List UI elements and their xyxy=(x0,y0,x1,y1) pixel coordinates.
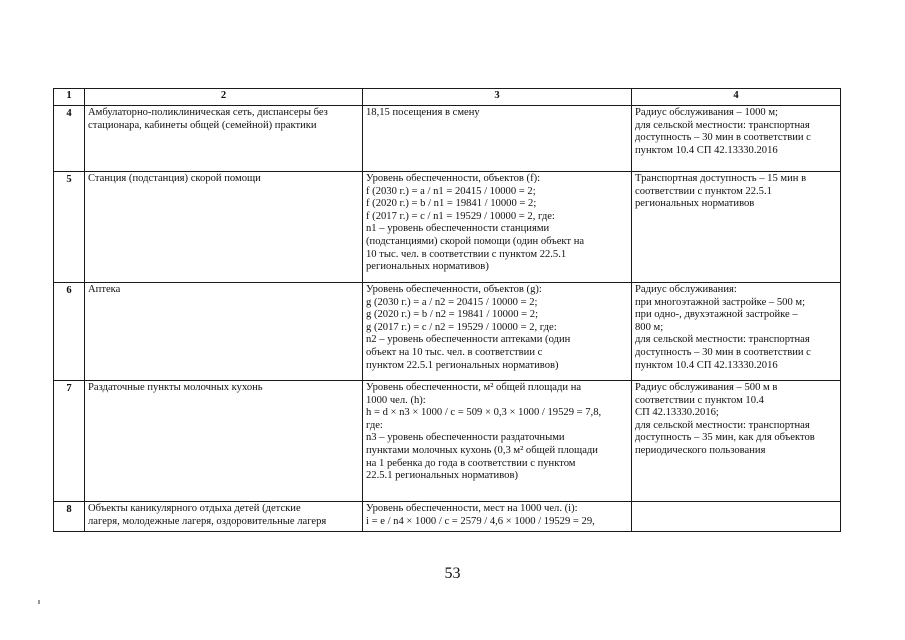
cell-text-line: n3 – уровень обеспеченности раздаточными xyxy=(366,432,565,444)
table-row xyxy=(54,502,841,532)
cell-text-line: региональных нормативов) xyxy=(366,261,489,273)
cell-text-line: Объекты каникулярного отдыха детей (детские xyxy=(88,503,301,514)
cell-text-line: g (2030 г.) = a / n2 = 20415 / 10000 = 2; xyxy=(366,296,538,308)
provision-level-cell xyxy=(363,172,632,283)
cell-text-line: 18,15 посещения в смену xyxy=(366,107,480,118)
cell-text-line: для сельской местности: транспортная xyxy=(635,419,810,431)
scan-speck xyxy=(38,600,40,604)
accessibility-cell xyxy=(632,172,841,283)
cell-text-line: при одно-, двухэтажной застройке – xyxy=(635,309,798,321)
cell-text-line: Уровень обеспеченности, мест на 1000 чел. (i): xyxy=(366,503,578,514)
cell-text-line: доступность – 30 мин в соответствии с xyxy=(635,346,811,358)
cell-text-line: Транспортная доступность – 15 мин в xyxy=(635,173,807,184)
header-col-4: 4 xyxy=(632,89,841,106)
cell-text-line: h = d × n3 × 1000 / c = 509 × 0,3 × 1000 / 19529 = 7,8, xyxy=(366,407,602,419)
cell-text-line: Амбулаторно-поликлиническая сеть, диспансеры без xyxy=(88,107,328,118)
row-number: 5 xyxy=(54,172,85,283)
cell-text-line: Уровень обеспеченности, объектов (g): xyxy=(366,284,542,295)
accessibility-cell xyxy=(632,106,841,172)
cell-text-line: СП 42.13330.2016; xyxy=(635,407,719,419)
cell-text-line: n2 – уровень обеспеченности аптеками (один xyxy=(366,334,571,346)
table-row xyxy=(54,172,841,283)
cell-text-line: Уровень обеспеченности, м² общей площади на xyxy=(366,382,582,393)
provision-level-cell xyxy=(363,381,632,502)
header-col-2: 2 xyxy=(85,89,363,106)
cell-text-line: пунктом 10.4 СП 42.13330.2016 xyxy=(635,359,778,371)
cell-text-line: соответствии с пунктом 10.4 xyxy=(635,394,764,406)
table-row xyxy=(54,381,841,502)
object-name-cell xyxy=(85,283,363,381)
page-number: 53 xyxy=(444,565,461,582)
cell-text-line: стационара, кабинеты общей (семейной) практики xyxy=(88,119,317,131)
cell-text-line: на 1 ребенка до года в соответствии с пунктом xyxy=(366,457,576,469)
cell-text-line: f (2030 г.) = a / n1 = 20415 / 10000 = 2; xyxy=(366,185,536,197)
cell-text-line: при многоэтажной застройке – 500 м; xyxy=(635,296,806,308)
cell-text-line: объект на 10 тыс. чел. в соответствии с xyxy=(366,346,543,358)
provision-level-cell xyxy=(363,502,632,532)
row-number: 7 xyxy=(54,381,85,502)
cell-text-line: доступность – 35 мин, как для объектов xyxy=(635,432,815,444)
object-name-cell xyxy=(85,172,363,283)
cell-text-line: доступность – 30 мин в соответствии с xyxy=(635,132,811,144)
table-row xyxy=(54,283,841,381)
accessibility-cell xyxy=(632,283,841,381)
header-row xyxy=(54,89,841,106)
cell-text-line: 10 тыс. чел. в соответствии с пунктом 22.5.1 xyxy=(366,248,567,260)
cell-text-line: для сельской местности: транспортная xyxy=(635,119,810,131)
cell-text-line: пунктом 22.5.1 региональных нормативов) xyxy=(366,359,559,371)
cell-text-line: где: xyxy=(366,419,383,431)
cell-text-line: периодического пользования xyxy=(635,444,766,456)
cell-text-line: g (2020 г.) = b / n2 = 19841 / 10000 = 2; xyxy=(366,309,539,321)
object-name-cell xyxy=(85,381,363,502)
cell-text-line: Аптека xyxy=(88,284,121,295)
cell-text-line: 22.5.1 региональных нормативов) xyxy=(366,470,518,482)
cell-text-line: Радиус обслуживания – 1000 м; xyxy=(635,107,778,118)
cell-text-line: f (2017 г.) = c / n1 = 19529 / 10000 = 2, где: xyxy=(366,210,555,222)
row-number: 8 xyxy=(54,502,85,532)
cell-text-line: Раздаточные пункты молочных кухонь xyxy=(88,382,263,393)
header-col-1: 1 xyxy=(54,89,85,106)
cell-text-line: Радиус обслуживания – 500 м в xyxy=(635,382,778,393)
norms-table xyxy=(53,88,841,532)
row-number: 4 xyxy=(54,106,85,172)
cell-text-line: лагеря, молодежные лагеря, оздоровительные лагеря xyxy=(88,515,327,527)
cell-text-line: для сельской местности: транспортная xyxy=(635,334,810,346)
cell-text-line: f (2020 г.) = b / n1 = 19841 / 10000 = 2; xyxy=(366,198,537,210)
cell-text-line: Станция (подстанция) скорой помощи xyxy=(88,173,261,184)
table-body xyxy=(54,106,841,532)
cell-text-line: 800 м; xyxy=(635,321,664,333)
cell-text-line: i = e / n4 × 1000 / c = 2579 / 4,6 × 1000 / 19529 = 29, xyxy=(366,515,595,527)
cell-text-line: Уровень обеспеченности, объектов (f): xyxy=(366,173,541,184)
provision-level-cell xyxy=(363,283,632,381)
cell-text-line: g (2017 г.) = c / n2 = 19529 / 10000 = 2, где: xyxy=(366,321,557,333)
cell-text-line: пунктами молочных кухонь (0,3 м² общей площади xyxy=(366,444,598,456)
object-name-cell xyxy=(85,502,363,532)
cell-text-line: соответствии с пунктом 22.5.1 xyxy=(635,185,772,197)
cell-text-line: n1 – уровень обеспеченности станциями xyxy=(366,223,550,235)
row-number: 6 xyxy=(54,283,85,381)
cell-text-line: 1000 чел. (h): xyxy=(366,394,426,406)
cell-text-line: Радиус обслуживания: xyxy=(635,284,737,295)
header-col-3: 3 xyxy=(363,89,632,106)
accessibility-cell xyxy=(632,381,841,502)
cell-text-line: (подстанциями) скорой помощи (один объект на xyxy=(366,235,585,247)
accessibility-cell xyxy=(632,502,841,532)
object-name-cell xyxy=(85,106,363,172)
cell-text-line: региональных нормативов xyxy=(635,198,755,210)
table-row xyxy=(54,106,841,172)
provision-level-cell xyxy=(363,106,632,172)
cell-text-line: пунктом 10.4 СП 42.13330.2016 xyxy=(635,144,778,156)
